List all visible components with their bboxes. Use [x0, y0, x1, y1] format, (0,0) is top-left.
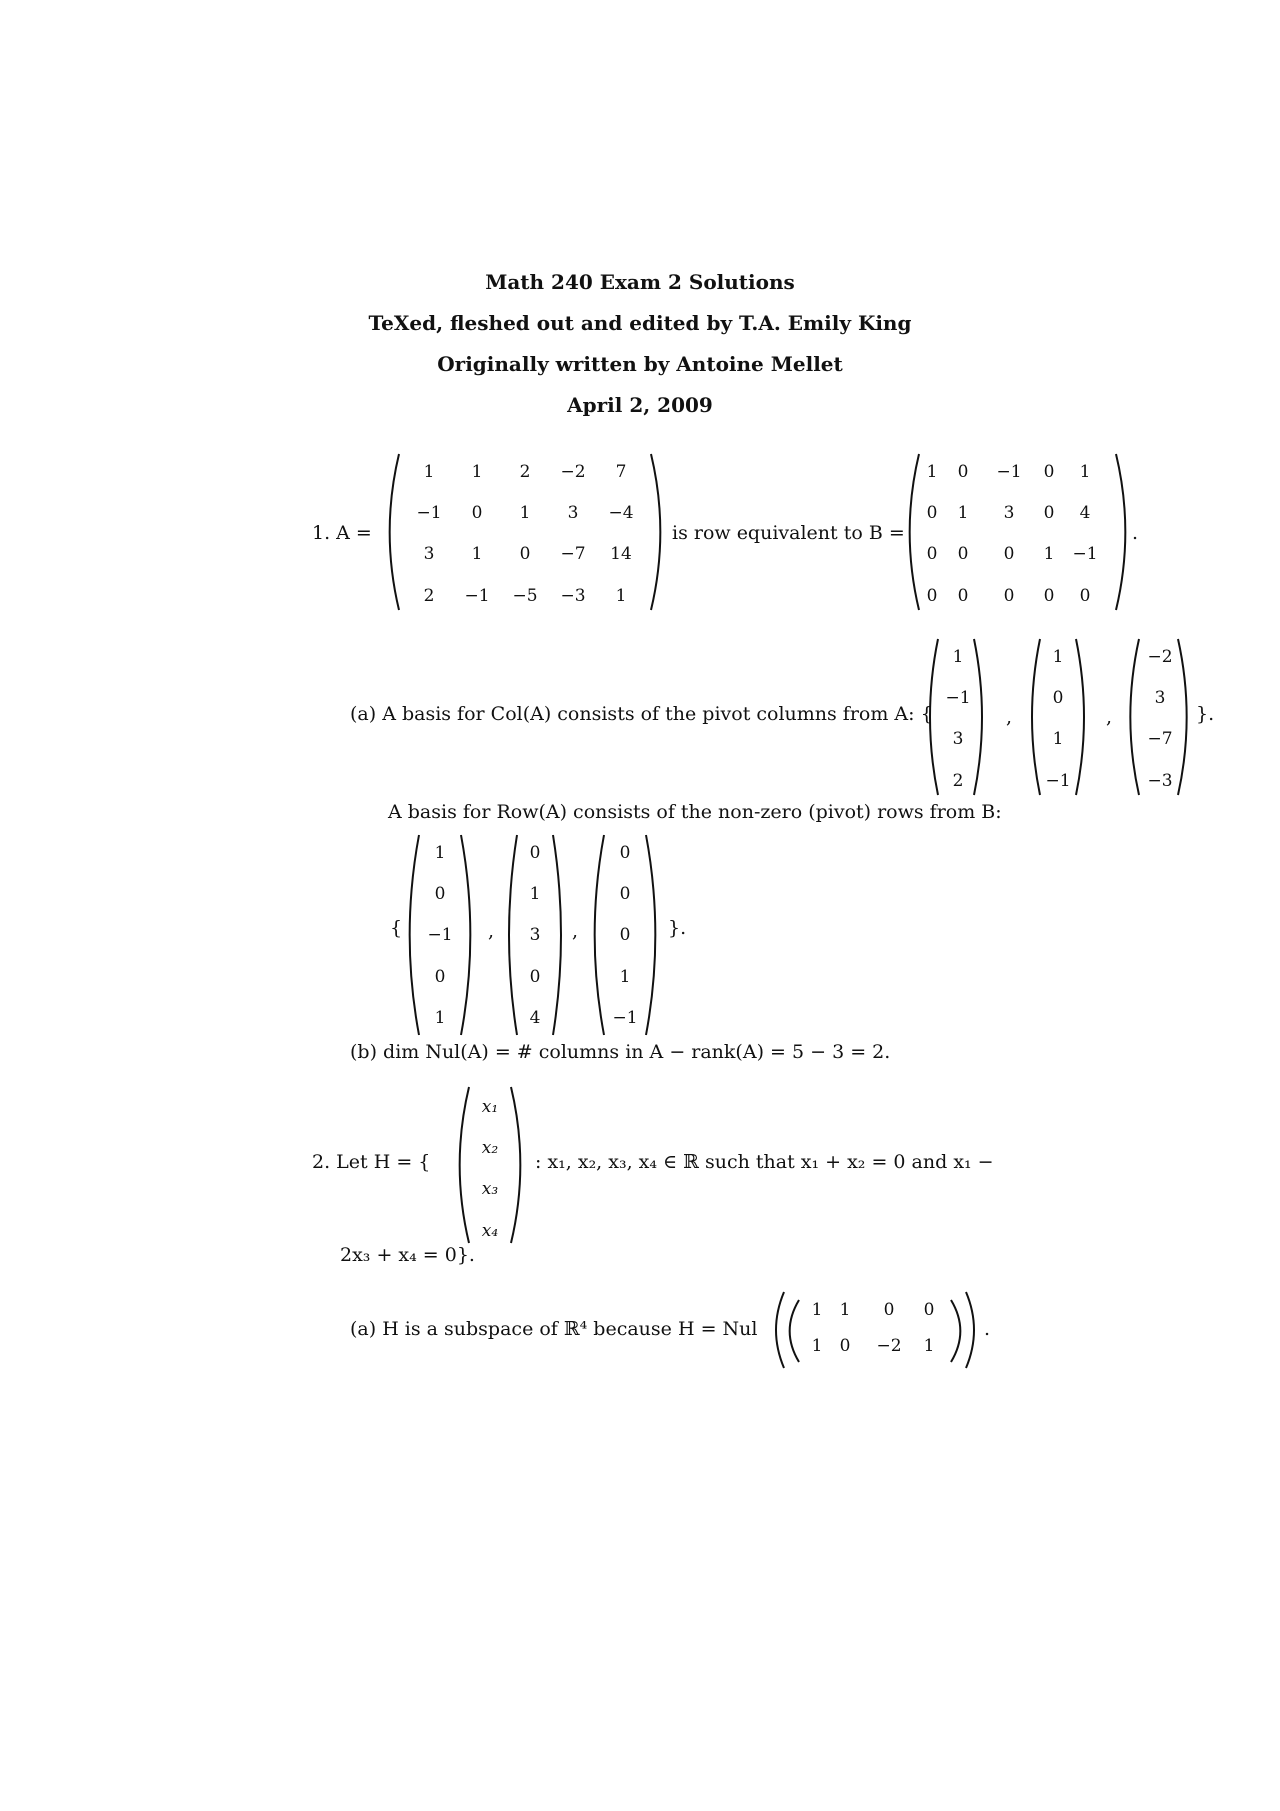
matrix-entry: 0	[619, 843, 631, 863]
left-paren	[410, 835, 419, 1035]
matrix-entry: 0	[926, 544, 938, 564]
matrix-entry: 0	[529, 967, 541, 987]
matrix-entry: 1	[926, 462, 938, 482]
matrix-entry: 3	[529, 925, 541, 945]
matrix-entry: 1	[839, 1300, 851, 1320]
matrix-entry: 2	[519, 462, 531, 482]
q2-condition-continuation: 2x₃ + x₄ = 0}.	[340, 1244, 475, 1266]
q1-label: 1. A =	[312, 522, 372, 544]
row-basis-vector-3	[590, 833, 660, 1037]
matrix-entry: 0	[519, 544, 531, 564]
matrix-entry: 1	[952, 647, 964, 667]
row-basis-close: }.	[668, 917, 687, 939]
matrix-entry: 1	[471, 544, 483, 564]
matrix-entry: x₁	[481, 1097, 499, 1117]
right-paren	[1116, 454, 1125, 610]
matrix-entry: 2	[423, 586, 435, 606]
matrix-entry: 1	[1052, 729, 1064, 749]
left-paren	[460, 1087, 469, 1243]
matrix-entry: −1	[1072, 544, 1098, 564]
matrix-entry: 0	[1043, 503, 1055, 523]
matrix-entry: 1	[619, 967, 631, 987]
matrix-entry: 0	[1052, 688, 1064, 708]
h-vector	[455, 1085, 525, 1245]
right-paren	[461, 835, 470, 1035]
matrix-entry: 1	[471, 462, 483, 482]
left-paren	[1130, 639, 1139, 795]
matrix-entry: −1	[464, 586, 490, 606]
matrix-entry: 2	[952, 771, 964, 791]
matrix-entry: −7	[1147, 729, 1173, 749]
matrix-entry: 0	[926, 503, 938, 523]
matrix-entry: 3	[423, 544, 435, 564]
matrix-entry: 1	[1052, 647, 1064, 667]
q1a-text: (a) A basis for Col(A) consists of the pivot columns from A: {	[350, 703, 933, 725]
matrix-entry: −1	[996, 462, 1022, 482]
col-basis-vector-1	[926, 637, 986, 797]
q2a-end-period: .	[984, 1318, 991, 1340]
row-basis-vector-2	[505, 833, 565, 1037]
row-basis-vector-1	[405, 833, 475, 1037]
matrix-entry: −3	[1147, 771, 1173, 791]
q2a-text: (a) H is a subspace of ℝ⁴ because H = Nul	[350, 1318, 758, 1340]
matrix-entry: 3	[567, 503, 579, 523]
comma: ,	[1006, 706, 1013, 728]
matrix-entry: 1	[811, 1336, 823, 1356]
q1-end-period: .	[1132, 522, 1139, 544]
matrix-entry: 0	[957, 462, 969, 482]
matrix-entry: −1	[427, 925, 453, 945]
matrix-entry: 4	[1079, 503, 1091, 523]
matrix-entry: 3	[952, 729, 964, 749]
matrix-entry: x₂	[481, 1138, 499, 1158]
q1-row-basis-text: A basis for Row(A) consists of the non-zero (pivot) rows from B:	[388, 801, 1002, 823]
comma: ,	[572, 920, 579, 942]
matrix-entry: 3	[1154, 688, 1166, 708]
matrix-entry: 1	[529, 884, 541, 904]
matrix-entry: −7	[560, 544, 586, 564]
matrix-entry: 1	[1043, 544, 1055, 564]
matrix-entry: 1	[923, 1336, 935, 1356]
nul-matrix	[785, 1298, 965, 1364]
q2-condition: : x₁, x₂, x₃, x₄ ∈ ℝ such that x₁ + x₂ = 0 and x₁ −	[535, 1151, 994, 1173]
matrix-entry: 0	[529, 843, 541, 863]
matrix-entry: −5	[512, 586, 538, 606]
matrix-entry: −1	[1045, 771, 1071, 791]
left-paren	[595, 835, 604, 1035]
matrix-entry: 3	[1003, 503, 1015, 523]
matrix-entry: 0	[1003, 544, 1015, 564]
matrix-entry: 0	[923, 1300, 935, 1320]
matrix-entry: 14	[610, 544, 632, 564]
matrix-b	[905, 452, 1130, 612]
matrix-entry: 0	[619, 884, 631, 904]
q2-label: 2. Let H = {	[312, 1151, 431, 1173]
right-paren	[511, 1087, 520, 1243]
matrix-entry: 1	[615, 586, 627, 606]
q1a-close: }.	[1196, 703, 1215, 725]
matrix-entry: 1	[957, 503, 969, 523]
matrix-entry: −2	[560, 462, 586, 482]
right-paren	[651, 454, 660, 610]
right-paren	[951, 1300, 960, 1362]
matrix-entry: 1	[519, 503, 531, 523]
matrix-entry: 0	[1079, 586, 1091, 606]
left-paren	[390, 454, 399, 610]
doc-date: April 2, 2009	[567, 393, 713, 417]
col-basis-vector-3	[1126, 637, 1191, 797]
matrix-entry: 0	[1003, 586, 1015, 606]
row-basis-open: {	[390, 917, 403, 939]
matrix-entry: −3	[560, 586, 586, 606]
matrix-entry: 0	[957, 544, 969, 564]
col-basis-vector-2	[1028, 637, 1088, 797]
matrix-entry: 0	[471, 503, 483, 523]
matrix-entry: −1	[945, 688, 971, 708]
left-paren	[930, 639, 938, 795]
matrix-entry: 0	[926, 586, 938, 606]
matrix-entry: 1	[1079, 462, 1091, 482]
matrix-a	[385, 452, 665, 612]
matrix-entry: 7	[615, 462, 627, 482]
matrix-entry: 0	[957, 586, 969, 606]
q1b-text: (b) dim Nul(A) = # columns in A − rank(A) = 5 − 3 = 2.	[350, 1041, 891, 1063]
matrix-entry: 1	[434, 843, 446, 863]
matrix-entry: −2	[876, 1336, 902, 1356]
q1-middle-text: is row equivalent to B =	[672, 522, 905, 544]
doc-subtitle-editor: TeXed, fleshed out and edited by T.A. Emily King	[368, 311, 912, 335]
matrix-entry: 1	[434, 1008, 446, 1028]
comma: ,	[488, 920, 495, 942]
matrix-entry: 4	[529, 1008, 541, 1028]
comma: ,	[1106, 706, 1113, 728]
matrix-entry: −2	[1147, 647, 1173, 667]
matrix-entry: 0	[619, 925, 631, 945]
matrix-entry: 0	[434, 967, 446, 987]
matrix-entry: 1	[423, 462, 435, 482]
matrix-entry: 0	[883, 1300, 895, 1320]
doc-subtitle-author: Originally written by Antoine Mellet	[437, 352, 843, 376]
matrix-entry: x₄	[481, 1221, 499, 1241]
matrix-entry: 0	[434, 884, 446, 904]
matrix-entry: −4	[608, 503, 634, 523]
matrix-entry: 1	[811, 1300, 823, 1320]
matrix-entry: −1	[416, 503, 442, 523]
matrix-entry: 0	[839, 1336, 851, 1356]
matrix-entry: x₃	[481, 1179, 499, 1199]
matrix-entry: 0	[1043, 462, 1055, 482]
matrix-entry: 0	[1043, 586, 1055, 606]
matrix-entry: −1	[612, 1008, 638, 1028]
doc-title: Math 240 Exam 2 Solutions	[485, 270, 795, 294]
right-paren	[646, 835, 655, 1035]
